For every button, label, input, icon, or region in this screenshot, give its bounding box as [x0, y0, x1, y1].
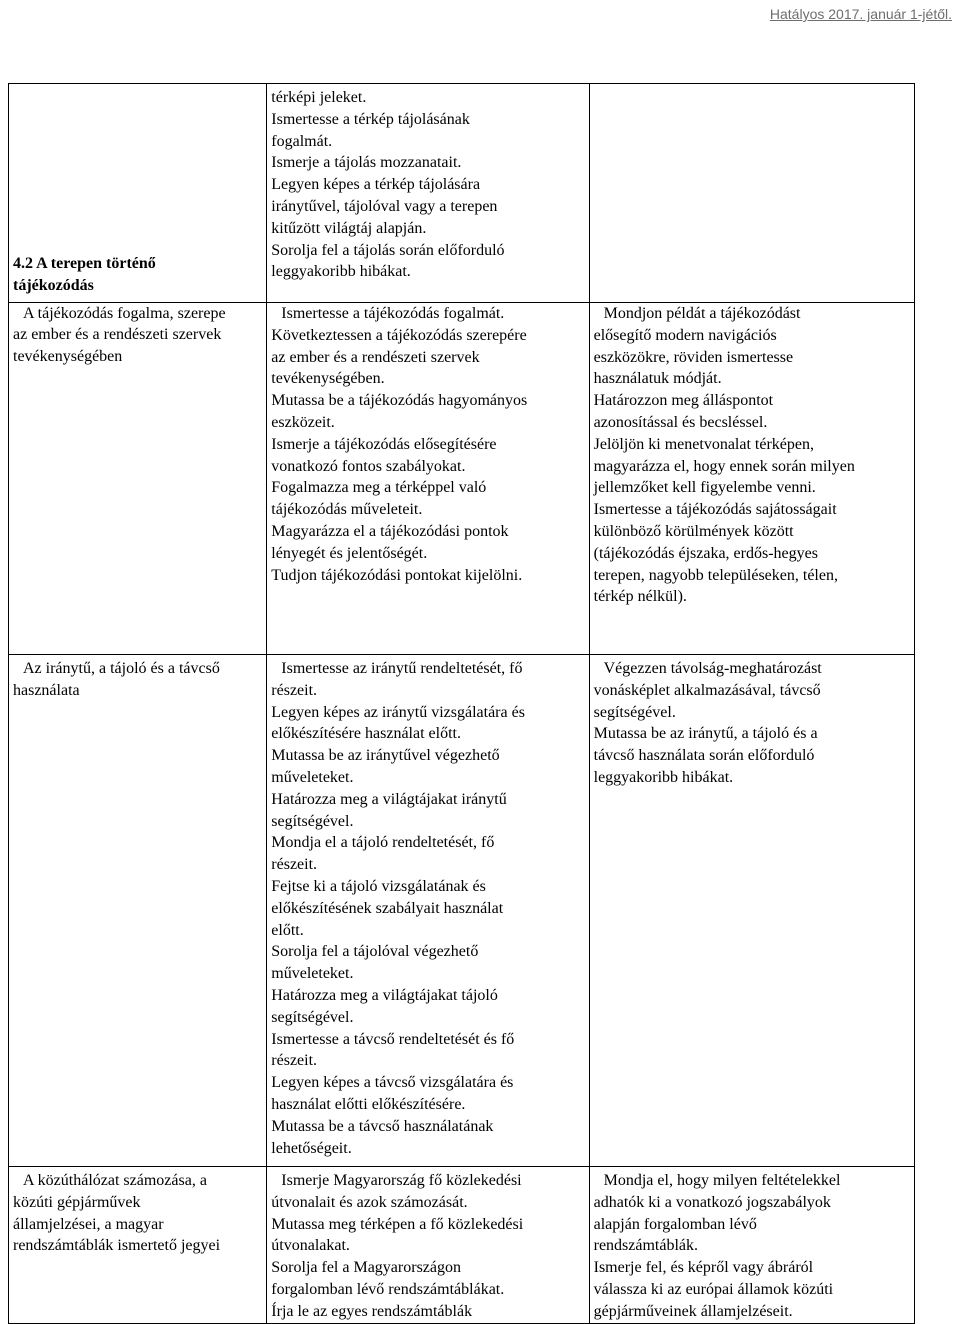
skill-text: eszközökre, röviden ismertesse	[593, 348, 794, 366]
topic-subtitle: A közúthálózat számozása, a	[23, 1172, 207, 1189]
requirement-text: Mutassa meg térképen a fő közlekedési	[271, 1215, 524, 1233]
requirement-text: vonatkozó fontos szabályokat.	[271, 457, 466, 475]
skill-text: Végezzen távolság-meghatározást	[603, 660, 822, 677]
requirement-text: Határozza meg a világtájakat tájoló	[271, 986, 498, 1004]
requirement-text: előkészítésére használat előtt.	[271, 725, 461, 743]
requirement-text: Sorolja fel a Magyarországon	[271, 1259, 461, 1277]
curriculum-table	[8, 83, 915, 1324]
requirement-text: Ismertesse a térkép tájolásának	[271, 110, 470, 128]
skill-text: azonosítással és becsléssel.	[593, 413, 768, 431]
requirement-text: Ismerje a tájékozódás elősegítésére	[271, 435, 497, 453]
effective-date-header: Hatályos 2017. január 1-jétől.	[769, 6, 952, 22]
skill-text: terepen, nagyobb településeken, télen,	[593, 566, 838, 584]
requirement-text: lehetőségeit.	[271, 1139, 352, 1157]
skill-text: Mondja el, hogy milyen feltételekkel	[603, 1172, 841, 1189]
requirement-text: segítségével.	[271, 812, 354, 830]
topic-title: tájékozódás	[13, 276, 94, 294]
requirement-text: eszközeit.	[271, 413, 335, 431]
skill-text: (tájékozódás éjszaka, erdős-hegyes	[593, 544, 818, 562]
table-row	[9, 303, 915, 655]
requirement-text: műveleteket.	[271, 965, 354, 983]
skill-text: Határozzon meg álláspontot	[593, 392, 774, 410]
requirement-text: Legyen képes a távcső vizsgálatára és	[271, 1074, 514, 1092]
skill-text: jellemzőket kell figyelembe venni.	[593, 479, 816, 497]
topic-subtitle: államjelzései, a magyar	[13, 1215, 164, 1233]
requirement-text: műveleteket.	[271, 768, 354, 786]
skill-text: Mondjon példát a tájékozódást	[603, 305, 801, 322]
requirement-text: részeit.	[271, 856, 318, 874]
topic-subtitle: közúti gépjárművek	[13, 1193, 141, 1211]
requirement-text: Írja le az egyes rendszámtáblák	[271, 1302, 473, 1320]
requirement-text: útvonalakat.	[271, 1237, 350, 1255]
requirement-text: Magyarázza el a tájékozódási pontok	[271, 522, 509, 540]
topic-subtitle: használata	[13, 681, 80, 699]
requirement-text: Ismertesse a távcső rendeltetését és fő	[271, 1030, 515, 1048]
requirement-text: Legyen képes a térkép tájolására	[271, 176, 481, 194]
requirement-text: leggyakoribb hibákat.	[271, 263, 411, 281]
requirement-text: Fogalmazza meg a térképpel való	[271, 479, 487, 497]
requirement-text: tevékenységében.	[271, 370, 385, 388]
requirement-text: fogalmát.	[271, 132, 333, 150]
skill-text: vonásképlet alkalmazásával, távcső	[593, 681, 821, 699]
requirement-text: iránytűvel, tájolóval vagy a terepen	[271, 197, 498, 215]
requirement-text: kitűzött világtáj alapján.	[271, 219, 427, 237]
topic-subtitle: tevékenységében	[13, 348, 123, 366]
topic-subtitle: A tájékozódás fogalma, szerepe	[23, 304, 226, 322]
requirement-text: lényegét és jelentőségét.	[271, 544, 428, 562]
requirement-text: Legyen képes az iránytű vizsgálatára és	[271, 703, 525, 721]
requirement-text: előtt.	[271, 921, 304, 939]
topic-subtitle: Az iránytű, a tájoló és a távcső	[23, 660, 220, 677]
skill-text: használatuk módját.	[593, 370, 722, 388]
skill-text: Ismertesse a tájékozódás sajátosságait	[593, 501, 837, 519]
requirement-text: térképi jeleket.	[271, 89, 367, 106]
table-row	[9, 655, 915, 1167]
requirement-text: útvonalait és azok számozását.	[271, 1193, 468, 1211]
requirement-text: az ember és a rendészeti szervek	[271, 348, 480, 366]
requirements-cell	[267, 1167, 589, 1324]
skill-text: Mutassa be az iránytű, a tájoló és a	[593, 725, 818, 743]
requirement-text: Mutassa be a távcső használatának	[271, 1117, 494, 1135]
requirement-text: Ismertesse a tájékozódás fogalmát.	[281, 305, 505, 322]
skill-text: térkép nélkül).	[593, 588, 687, 606]
skills-cell	[589, 655, 914, 1167]
skill-text: válassza ki az európai államok közúti	[593, 1280, 834, 1298]
skill-text: adhatók ki a vonatkozó jogszabályok	[593, 1193, 831, 1211]
requirement-text: Sorolja fel a tájolás során előforduló	[271, 241, 505, 259]
requirement-text: Határozza meg a világtájakat iránytű	[271, 790, 507, 808]
requirement-text: tájékozódás műveleteit.	[271, 501, 423, 519]
topic-subtitle: rendszámtáblák ismertető jegyei	[13, 1237, 221, 1255]
skill-text: leggyakoribb hibákat.	[593, 768, 734, 786]
skill-text: távcső használata során előforduló	[593, 747, 815, 765]
requirement-text: Sorolja fel a tájolóval végezhető	[271, 943, 479, 961]
topic-title: 4.2 A terepen történő	[13, 255, 156, 272]
requirement-text: részeit.	[271, 681, 318, 699]
requirement-text: Ismerje Magyarország fő közlekedési	[281, 1172, 522, 1189]
requirement-text: részeit.	[271, 1052, 318, 1070]
requirement-text: Mutassa be a tájékozódás hagyományos	[271, 392, 528, 410]
skills-cell	[589, 1167, 914, 1324]
skill-text: alapján forgalomban lévő	[593, 1215, 757, 1233]
requirement-text: Fejtse ki a tájoló vizsgálatának és	[271, 877, 486, 895]
requirement-text: Ismertesse az iránytű rendeltetését, fő	[281, 660, 523, 677]
topic-cell	[9, 255, 267, 655]
requirement-text: Következtessen a tájékozódás szerepére	[271, 326, 527, 344]
requirements-cell	[267, 655, 589, 1167]
requirement-text: Ismerje a tájolás mozzanatait.	[271, 154, 462, 172]
skill-text: rendszámtáblák.	[593, 1237, 699, 1255]
skill-text: magyarázza el, hogy ennek során milyen	[593, 457, 855, 475]
topic-subtitle: az ember és a rendészeti szervek	[13, 326, 222, 344]
requirements-cell	[267, 84, 589, 303]
skill-text: Ismerje fel, és képről vagy ábráról	[593, 1259, 814, 1277]
requirement-text: használat előtti előkészítésére.	[271, 1095, 466, 1113]
requirement-text: Mondja el a tájoló rendeltetését, fő	[271, 834, 495, 852]
requirement-text: segítségével.	[271, 1008, 354, 1026]
skills-cell	[589, 303, 914, 655]
requirement-text: forgalomban lévő rendszámtáblákat.	[271, 1280, 505, 1298]
skill-text: segítségével.	[593, 703, 676, 721]
skill-text: Jelöljön ki menetvonalat térképen,	[593, 435, 814, 453]
requirement-text: Tudjon tájékozódási pontokat kijelölni.	[271, 566, 523, 584]
requirements-cell	[267, 303, 589, 655]
topic-cell	[9, 1167, 267, 1324]
skills-cell	[589, 84, 914, 303]
requirement-text: Mutassa be az iránytűvel végezhető	[271, 747, 500, 765]
skill-text: elősegítő modern navigációs	[593, 326, 777, 344]
table-row	[9, 1167, 915, 1324]
requirement-text: előkészítésének szabályait használat	[271, 899, 504, 917]
skill-text: különböző körülmények között	[593, 522, 794, 540]
topic-cell	[9, 655, 267, 1167]
skill-text: gépjárműveinek államjelzéseit.	[593, 1302, 793, 1320]
